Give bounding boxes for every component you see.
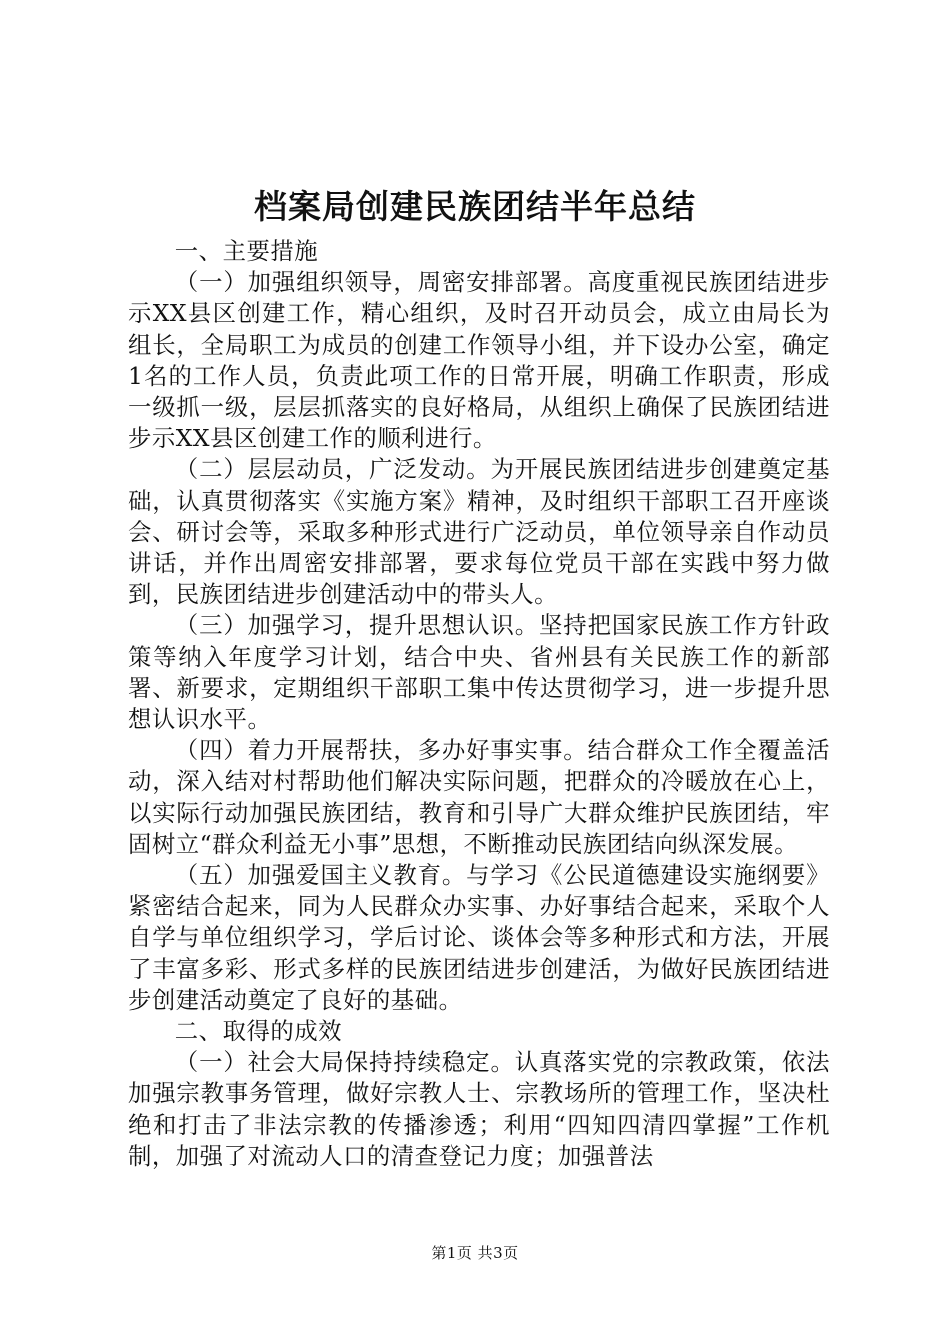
section-heading: 一、主要措施 — [174, 237, 319, 265]
document-body — [128, 236, 830, 1172]
section-heading: 二、取得的成效 — [174, 1017, 343, 1046]
body-paragraph: （五）加强爱国主义教育。与学习《公民道德建设实施纲要》紧密结合起来，同为人民群众办实事、办好事结合起来，采取个人自学与单位组织学习，学后讨论、谈体会等多种形式和方法，开展了丰富多彩、形式多样的民族团结进步创建活，为做好民族团结进步创建活动奠定了良好的基础。 — [128, 861, 830, 1014]
body-paragraph: （一）社会大局保持持续稳定。认真落实党的宗教政策，依法加强宗教事务管理，做好宗教人士、宗教场所的管理工作，坚决杜绝和打击了非法宗教的传播渗透；利用“四知四清四掌握”工作机制，加强了对流动人口的清查登记力度；加强普法 — [128, 1048, 830, 1170]
body-paragraph: （二）层层动员，广泛发动。为开展民族团结进步创建奠定基础，认真贯彻落实《实施方案》精神，及时组织干部职工召开座谈会、研讨会等，采取多种形式进行广泛动员，单位领导亲自作动员讲话，并作出周密安排部署，要求每位党员干部在实践中努力做到，民族团结进步创建活动中的带头人。 — [128, 455, 830, 609]
document-title: 档案局创建民族团结半年总结 — [254, 187, 696, 226]
page-number-footer: 第1页 共3页 — [431, 1244, 519, 1262]
body-paragraph: （四）着力开展帮扶，多办好事实事。结合群众工作全覆盖活动，深入结对村帮助他们解决实际问题，把群众的冷暖放在心上，以实际行动加强民族团结，教育和引导广大群众维护民族团结，牢固树立“群众利益无小事”思想，不断推动民族团结向纵深发展。 — [128, 736, 830, 858]
body-paragraph: （一）加强组织领导，周密安排部署。高度重视民族团结进步示XX县区创建工作，精心组织，及时召开动员会，成立由局长为组长，全局职工为成员的创建工作领导小组，并下设办公室，确定1名的工作人员，负责此项工作的日常开展，明确工作职责，形成一级抓一级，层层抓落实的良好格局，从组织上确保了民族团结进步示XX县区创建工作的顺利进行。 — [128, 268, 830, 453]
body-paragraph: （三）加强学习，提升思想认识。坚持把国家民族工作方针政策等纳入年度学习计划，结合中央、省州县有关民族工作的新部署、新要求，定期组织干部职工集中传达贯彻学习，进一步提升思想认识水平。 — [128, 611, 830, 734]
